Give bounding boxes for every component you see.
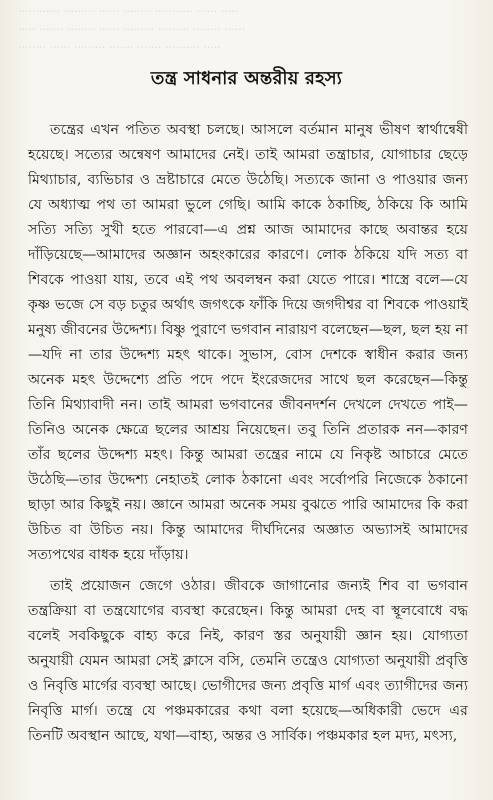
paragraph-1: তন্ত্রের এখন পতিত অবস্থা চলছে। আসলে বর্তমান মানুষ ভীষণ স্বার্থান্বেষী হয়েছে। সত্যের অন্বেষণ আমাদের নেই। তাই আমরা তন্ত্রাচার, যোগাচার ছেড়ে মিথ্যাচার, ব্যভিচার ও ভ্রষ্টাচারে মেতে উঠেছি। সত্যকে জানা ও পাওয়ার জন্য যে অধ্যাত্ম পথ তা আমরা ভুলে গেছি। আমি কাকে ঠকাচ্ছি, ঠকিয়ে কি আমি সত্যি সত্যি সুখী হতে পারবো—এ প্রশ্ন আজ আমাদের কাছে অবান্তর হয়ে দাঁড়িয়েছে—আমাদের অজ্ঞান অহংকারের কারণে। লোক ঠকিয়ে যদি সত্য বা শিবকে পাওয়া যায়, তবে এই পথ অবলম্বন করা যেতে পারে। শাস্ত্রে বলে—যে কৃষ্ণ ভজে সে বড় চতুর অর্থাৎ জগৎকে ফাঁকি দিয়ে জগদীশ্বর বা শিবকে পাওয়াই মনুষ্য জীবনের উদ্দেশ্য। বিষ্ণু পুরাণে ভগবান নারায়ণ বলেছেন—ছল, ছল হয় না—যদি না তার উদ্দেশ্য মহৎ থাকে। সুভাস, বোস দেশকে স্বাধীন করার জন্য অনেক মহৎ উদ্দেশ্যে প্রতি পদে পদে ইংরেজদের সাথে ছল করেছেন—কিন্তু তিনি মিথ্যাবাদী নন। তাই আমরা ভগবানের জীবনদর্শন দেখলে দেখতে পাই—তিনিও অনেক ক্ষেত্রে ছলের আশ্রয় নিয়েছেন। তবু তিনি প্রতারক নন—কারণ তাঁর ছলের উদ্দেশ্য মহৎ। কিন্তু আমরা তন্ত্রের নামে যে নিকৃষ্ট আচারে মেতে উঠেছি—তার উদ্দেশ্য নেহাতই লোক ঠকানো এবং সর্বোপরি নিজেকে ঠকানো ছাড়া আর কিছুই নয়। জ্ঞানে আমরা অনেক সময় বুঝতে পারি আমাদের কি করা উচিত বা উচিত নয়। কিন্তু আমাদের দীর্ঘদিনের অজ্ঞাত অভ্যাসই আমাদের সত্যপথের বাধক হয়ে দাঁড়ায়। xyxy=(28,122,468,563)
show-through-text: ............ ......... ...... ........ ........... ...... ..... ..... ....... ........ ...... ......... ......... ........ ...... ........ ...... ......... ....... ....... .......... ..... xyxy=(18,2,246,51)
paragraph-2: তাই প্রয়োজন জেগে ওঠার। জীবকে জাগানোর জন্যই শিব বা ভগবান তন্ত্রক্রিয়া বা তন্ত্রযোগের ব্যবস্থা করেছেন। কিন্তু আমরা দেহ বা স্থূলবোধে বদ্ধ বলেই সবকিছুকে বাহ্য করে নিই, কারণ স্তর অনুযায়ী জ্ঞান হয়। যোগ্যতা অনুযায়ী যেমন আমরা সেই ক্লাসে বসি, তেমনি তন্ত্রেও যোগ্যতা অনুযায়ী প্রবৃত্তি ও নিবৃত্তি মার্গের ব্যবস্থা আছে। ভোগীদের জন্য প্রবৃত্তি মার্গ এবং ত্যাগীদের জন্য নিবৃত্তি মার্গ। তন্ত্রে যে পঞ্চমকারের কথা বলা হয়েছে—অধিকারী ভেদে এর তিনটি অবস্থান আছে, যথা—বাহ্য, অন্তর ও সার্বিক। পঞ্চমকার হল মদ্য, মৎস্য, xyxy=(28,578,468,744)
chapter-title: তন্ত্র সাধনার অন্তরীয় রহস্য xyxy=(150,68,343,89)
body-text xyxy=(28,118,468,755)
